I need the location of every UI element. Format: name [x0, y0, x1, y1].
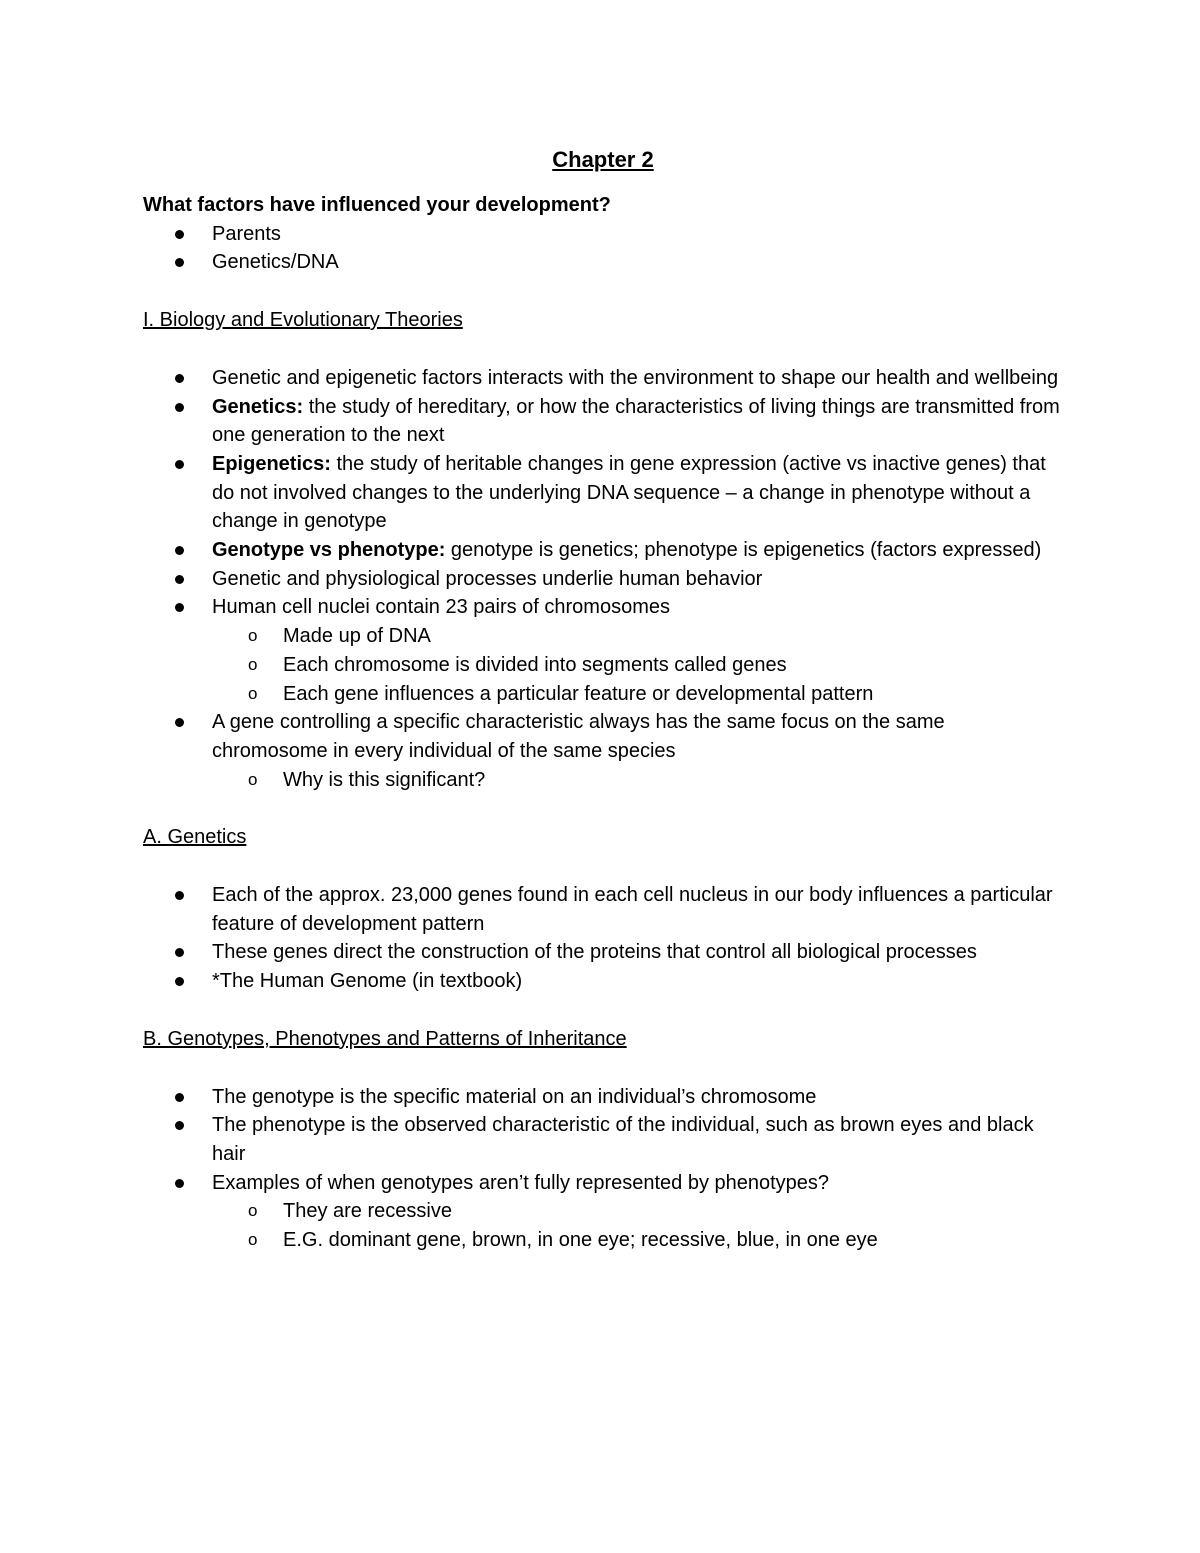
item-text: the study of heritable changes in gene expression (active vs inactive genes) that do not involved changes to the underlying DNA sequence – a change in phenotype without a change in genotype	[212, 452, 1046, 533]
item-text: Genetic and physiological processes underlie human behavior	[212, 567, 763, 590]
list-item	[143, 565, 1063, 594]
list-item	[143, 450, 1063, 536]
list-item: *The Human Genome (in textbook)	[143, 967, 1063, 996]
list-item: Examples of when genotypes aren’t fully represented by phenotypes?	[143, 1169, 1063, 1198]
list-item: The genotype is the specific material on an individual’s chromosome	[143, 1083, 1063, 1112]
sub-list-item: o They are recessive	[143, 1197, 1063, 1226]
list-item	[143, 393, 1063, 450]
page-title: Chapter 2	[552, 147, 654, 172]
item-text: Human cell nuclei contain 23 pairs of chromosomes	[212, 596, 670, 619]
list-item: Each of the approx. 23,000 genes found in each cell nucleus in our body influences a particular feature of development pattern	[143, 881, 1063, 938]
list-item: Genetics/DNA	[143, 248, 1063, 277]
document-page	[143, 140, 1063, 1255]
section-heading-biology: I. Biology and Evolutionary Theories	[143, 309, 463, 332]
item-text: A gene controlling a specific characteristic always has the same focus on the same chromosome in every individual of the same species	[212, 711, 945, 762]
sub-list-item: o Made up of DNA	[143, 622, 1063, 651]
sub-list-item: o Why is this significant?	[143, 766, 1063, 795]
list-item	[143, 364, 1063, 393]
sub-list-item: o Each gene influences a particular feature or developmental pattern	[143, 680, 1063, 709]
sectionA-list	[143, 881, 1063, 996]
section-heading-genetics: A. Genetics	[143, 826, 247, 849]
list-item: Parents	[143, 220, 1063, 249]
term-label: Genotype vs phenotype:	[212, 539, 446, 562]
term-label: Genetics:	[212, 395, 304, 418]
sub-list-item: o Each chromosome is divided into segments called genes	[143, 651, 1063, 680]
sub-list-item: o E.G. dominant gene, brown, in one eye; recessive, blue, in one eye	[143, 1226, 1063, 1255]
list-item	[143, 708, 1063, 765]
list-item: These genes direct the construction of the proteins that control all biological processes	[143, 938, 1063, 967]
intro-question: What factors have influenced your development?	[143, 194, 611, 216]
item-text: the study of hereditary, or how the characteristics of living things are transmitted from one generation to the next	[212, 395, 1060, 447]
item-text: Genetic and epigenetic factors interacts with the environment to shape our health and wellbeing	[212, 366, 1059, 389]
intro-list	[143, 220, 1063, 277]
item-text: genotype is genetics; phenotype is epigenetics (factors expressed)	[445, 539, 1042, 562]
section1-list	[143, 364, 1063, 795]
list-item: The phenotype is the observed characteristic of the individual, such as brown eyes and black hair	[143, 1111, 1063, 1168]
list-item	[143, 593, 1063, 622]
sectionB-list	[143, 1083, 1063, 1255]
term-label: Epigenetics:	[212, 452, 331, 475]
section-heading-genotypes: B. Genotypes, Phenotypes and Patterns of Inheritance	[143, 1027, 627, 1050]
list-item	[143, 536, 1063, 565]
